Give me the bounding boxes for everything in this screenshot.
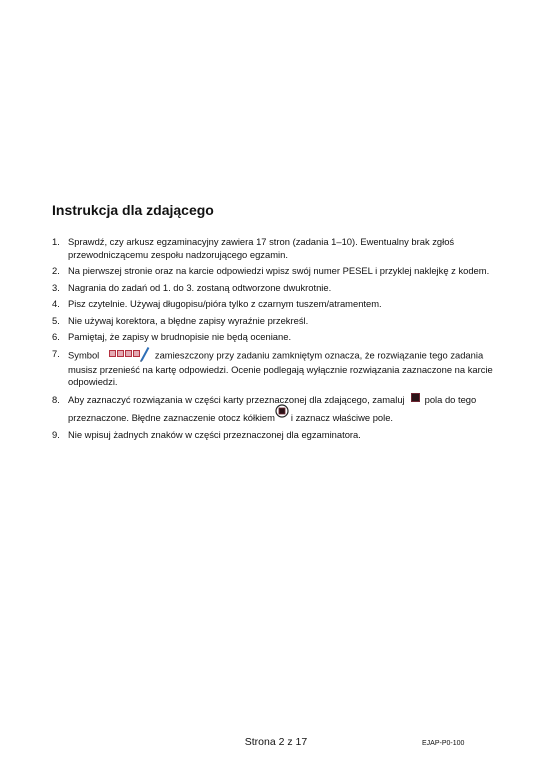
- item-text-after: i zaznacz właściwe pole.: [290, 411, 394, 423]
- item-number: 9.: [52, 428, 60, 440]
- item-text: Sprawdź, czy arkusz egzaminacyjny zawiera 17 stron (zadania 1–10). Ewentualny brak zgłoś przewodniczącemu zespołu nadzorującego egzamin.: [68, 236, 455, 260]
- item-number: 4.: [52, 298, 60, 309]
- instruction-item-3: [52, 282, 502, 295]
- item-text: Nagrania do zadań od 1. do 3. zostaną odtworzone dwukrotnie.: [68, 281, 332, 293]
- page-number: Strona 2 z 17: [244, 736, 308, 748]
- answer-card-transfer-icon: [109, 346, 150, 362]
- item-number: 2.: [52, 265, 60, 276]
- instruction-item-1: [52, 236, 502, 261]
- item-number: 1.: [52, 236, 60, 247]
- instruction-item-6: [52, 331, 502, 344]
- exam-code: EJAP-P0-100: [422, 740, 465, 747]
- instruction-item-9: [52, 429, 502, 442]
- circled-field-icon: [275, 404, 289, 418]
- item-text: Nie używaj korektora, a błędne zapisy wyraźnie przekreśl.: [68, 314, 309, 326]
- instruction-item-7: [52, 348, 502, 389]
- instruction-item-8: [52, 393, 502, 425]
- item-number: 3.: [52, 281, 60, 293]
- instruction-item-4: [52, 298, 502, 311]
- item-number: 8.: [52, 393, 60, 405]
- item-number: 5.: [52, 314, 60, 326]
- item-text: Pisz czytelnie. Używaj długopisu/pióra tylko z czarnym tuszem/atramentem.: [68, 298, 382, 309]
- item-text-after: zamieszczony przy zadaniu zamkniętym oznacza, że rozwiązanie tego zadania musisz przenieść na kartę odpowiedzi. Ocenie podlegają wyłącznie rozwiązania zaznaczone na karcie odpowiedzi.: [68, 348, 493, 387]
- item-text: Nie wpisuj żadnych znaków w części przeznaczonej dla egzaminatora.: [68, 428, 361, 440]
- instruction-list: [52, 236, 502, 445]
- item-text-before: Symbol: [68, 348, 100, 360]
- item-number: 7.: [52, 347, 60, 359]
- page-heading: Instrukcja dla zdającego: [52, 202, 214, 218]
- instruction-item-5: [52, 315, 502, 328]
- item-number: 6.: [52, 331, 60, 342]
- item-text-middle: pola do tego przeznaczone. Błędne zaznaczenie otocz kółkiem: [68, 393, 477, 423]
- item-text: Na pierwszej stronie oraz na karcie odpowiedzi wpisz swój numer PESEL i przyklej naklejkę z kodem.: [68, 265, 490, 276]
- item-text-before: Aby zaznaczyć rozwiązania w części karty przeznaczonej dla zdającego, zamaluj: [68, 393, 405, 405]
- filled-field-icon: [411, 393, 420, 402]
- item-text: Pamiętaj, że zapisy w brudnopisie nie będą oceniane.: [68, 331, 292, 342]
- instruction-item-2: [52, 265, 502, 278]
